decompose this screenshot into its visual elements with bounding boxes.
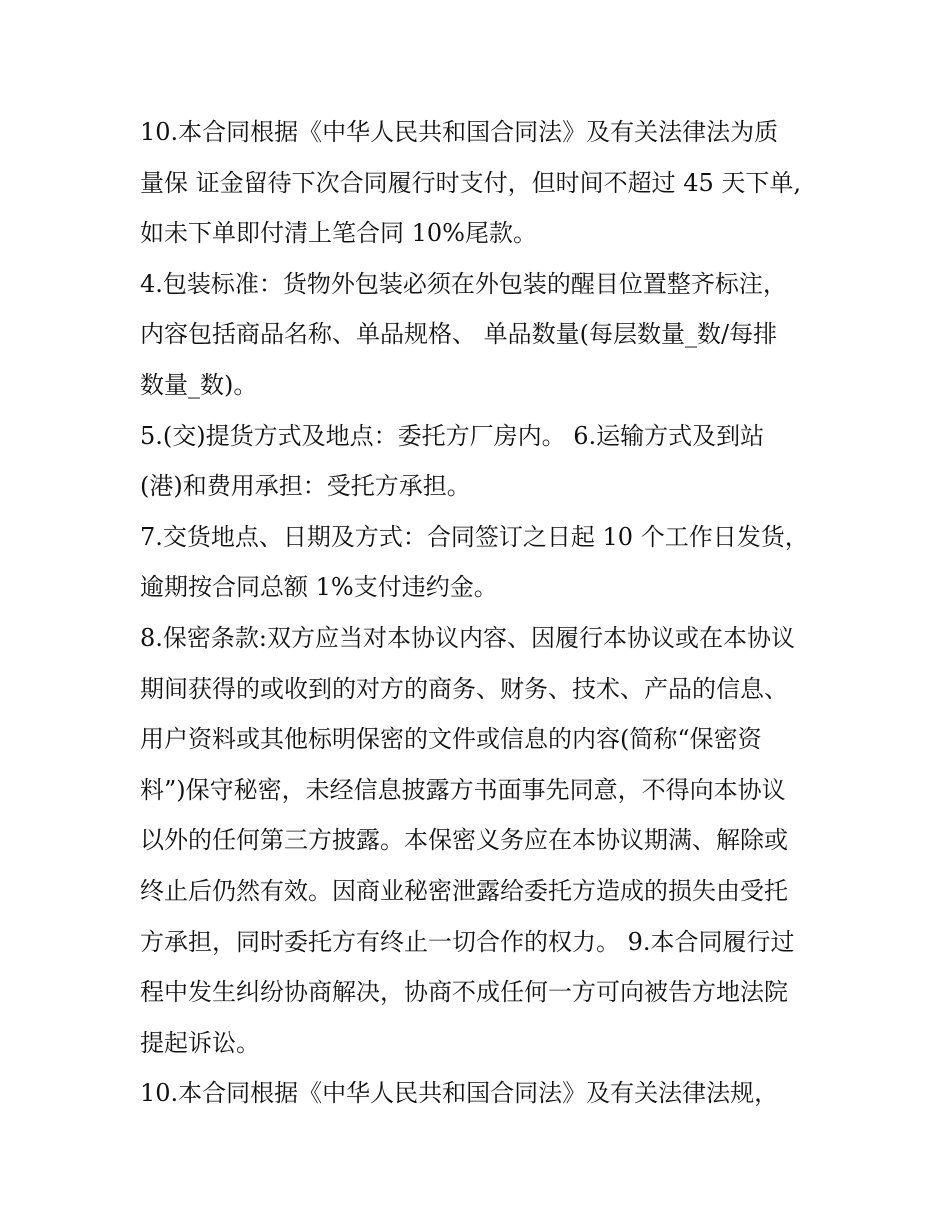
paragraph-7-delivery — [140, 512, 820, 613]
text-line: 逾期按合同总额 1%支付违约金。 — [140, 573, 498, 602]
text-line: 量保 证金留待下次合同履行时支付，但时间不超过 45 天下单, — [140, 168, 802, 197]
paragraph-5-pickup — [140, 411, 820, 512]
paragraph-8-confidentiality — [140, 613, 820, 1068]
text-line: 方承担，同时委托方有终止一切合作的权力。 9.本合同履行过 — [140, 927, 795, 956]
text-line: 5.(交)提货方式及地点：委托方厂房内。 6.运输方式及到站 — [140, 421, 765, 450]
paragraph-10-payment — [140, 107, 820, 259]
text-line: 8.保密条款:双方应当对本协议内容、因履行本协议或在本协议 — [140, 623, 795, 652]
text-line: 如未下单即付清上笔合同 10%尾款。 — [140, 219, 537, 248]
text-line: 提起诉讼。 — [140, 1028, 260, 1057]
paragraph-10-legal-basis — [140, 1068, 820, 1119]
document-body — [140, 107, 820, 1119]
text-line: 以外的任何第三方披露。本保密义务应在本协议期满、解除或 — [140, 826, 788, 855]
text-line: 数量_数)。 — [140, 370, 258, 399]
text-line: 程中发生纠纷协商解决，协商不成任何一方可向被告方地法院 — [140, 978, 788, 1007]
text-line: 用户资料或其他标明保密的文件或信息的内容(简称“保密资 — [140, 725, 762, 754]
text-line: 7.交货地点、日期及方式：合同签订之日起 10 个工作日发货， — [140, 522, 809, 551]
text-line: 10.本合同根据《中华人民共和国合同法》及有关法律法规， — [140, 1079, 779, 1108]
text-line: 4.包装标准：货物外包装必须在外包装的醒目位置整齐标注， — [140, 269, 787, 298]
text-line: 期间获得的或收到的对方的商务、财务、技术、产品的信息、 — [140, 674, 788, 703]
text-line: 内容包括商品名称、单品规格、 单品数量(每层数量_数/每排 — [140, 320, 778, 349]
paragraph-4-packaging — [140, 259, 820, 411]
text-line: 10.本合同根据《中华人民共和国合同法》及有关法律法为质 — [140, 118, 779, 146]
text-line: 料”)保守秘密，未经信息披露方书面事先同意，不得向本协议 — [140, 775, 786, 804]
text-line: 终止后仍然有效。因商业秘密泄露给委托方造成的损失由受托 — [140, 876, 788, 905]
text-line: (港)和费用承担：受托方承担。 — [140, 472, 471, 501]
